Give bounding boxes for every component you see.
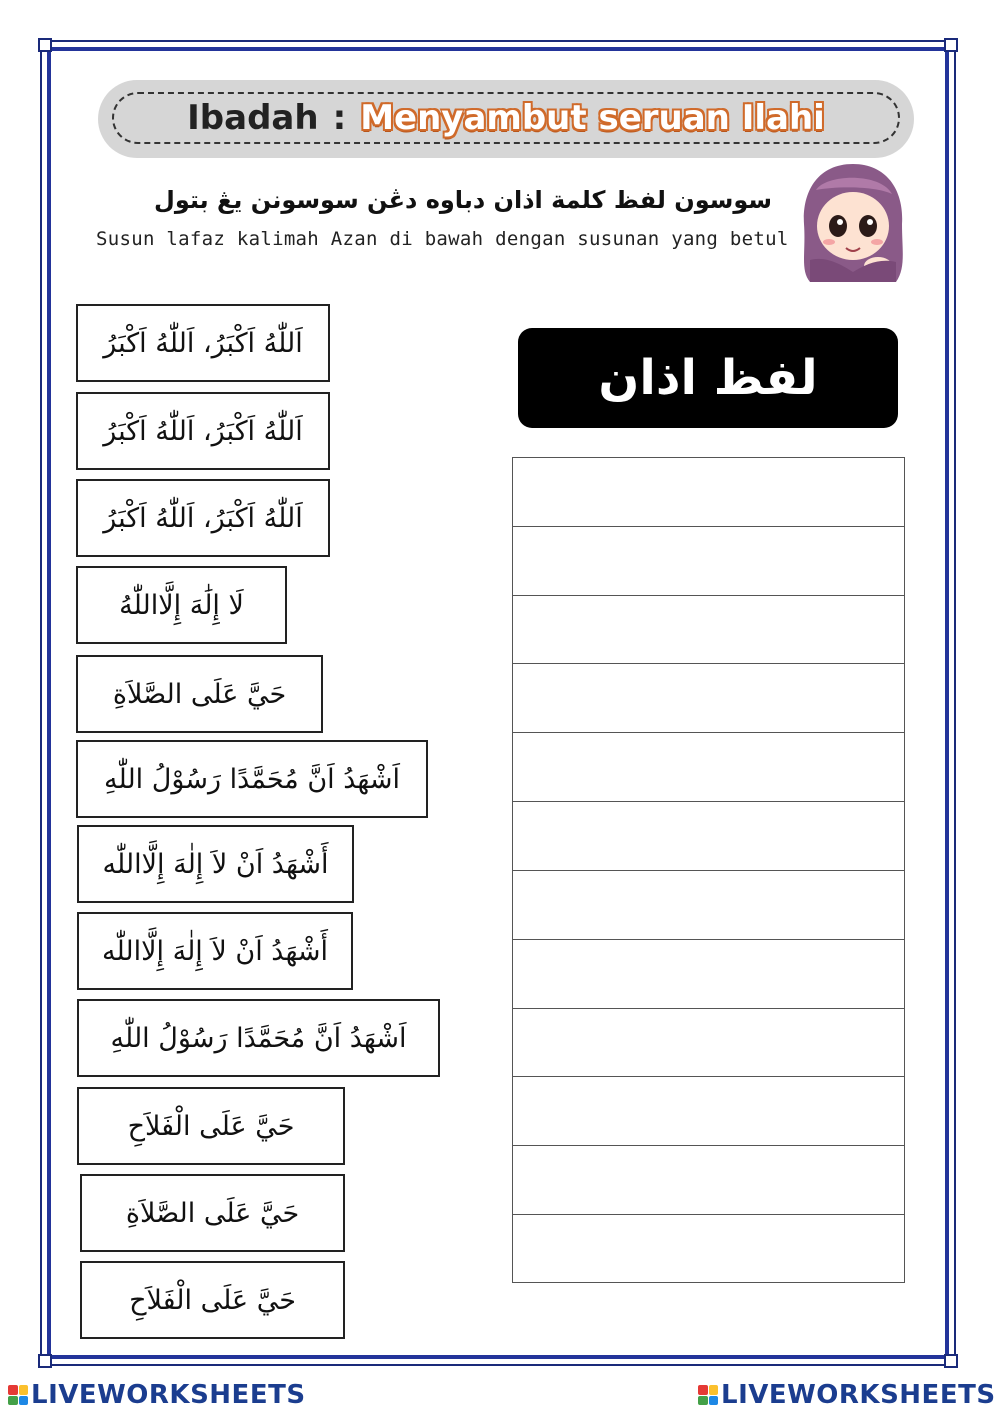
title-sub: Menyambut seruan Ilahi xyxy=(360,98,825,138)
phrase-card[interactable]: اَشْهَدُ اَنَّ مُحَمَّدًا رَسُوْلُ اللّٰهِ xyxy=(76,740,428,818)
phrase-card[interactable]: حَيَّ عَلَى الْفَلاَحِ xyxy=(77,1087,345,1165)
answer-slot[interactable] xyxy=(513,940,904,1009)
instruction-rumi: Susun lafaz kalimah Azan di bawah dengan susunan yang betul xyxy=(96,228,789,250)
border-corner xyxy=(38,38,52,52)
phrase-card[interactable]: اَللّٰهُ اَكْبَرُ، اَللّٰهُ اَكْبَرُ xyxy=(76,304,330,382)
answer-slot[interactable] xyxy=(513,802,904,871)
answer-slot[interactable] xyxy=(513,1078,904,1147)
hijab-girl-avatar-icon xyxy=(796,160,910,286)
adzan-heading: لفظ اذان xyxy=(518,328,898,428)
liveworksheets-logo-icon xyxy=(8,1385,28,1405)
phrase-card[interactable]: اَللّٰهُ اَكْبَرُ، اَللّٰهُ اَكْبَرُ xyxy=(76,479,330,557)
liveworksheets-logo-icon xyxy=(698,1385,718,1405)
phrase-card[interactable]: اَشْهَدُ اَنَّ مُحَمَّدًا رَسُوْلُ اللّٰهِ xyxy=(77,999,440,1077)
border-corner xyxy=(944,38,958,52)
phrase-card[interactable]: أَشْهَدُ اَنْ لاَ إِلٰهَ إِلَّااللّٰه xyxy=(77,825,354,903)
border-corner xyxy=(944,1354,958,1368)
title-separator: : xyxy=(332,98,347,138)
answer-slot[interactable] xyxy=(513,1146,904,1215)
answer-slot[interactable] xyxy=(513,1009,904,1078)
phrase-card[interactable]: أَشْهَدُ اَنْ لاَ إِلٰهَ إِلَّااللّٰه xyxy=(77,912,353,990)
title-main: Ibadah xyxy=(187,98,319,138)
footer-logo-right xyxy=(698,1380,996,1410)
footer-brand-right: LIVEWORKSHEETS xyxy=(721,1380,996,1410)
phrase-card[interactable]: اَللّٰهُ اَكْبَرُ، اَللّٰهُ اَكْبَرُ xyxy=(76,392,330,470)
phrase-card[interactable]: حَيَّ عَلَى الصَّلاَةِ xyxy=(80,1174,345,1252)
answer-slot[interactable] xyxy=(513,596,904,665)
answer-slot[interactable] xyxy=(513,665,904,734)
answer-slot[interactable] xyxy=(513,1215,904,1284)
phrase-card[interactable]: حَيَّ عَلَى الصَّلاَةِ xyxy=(76,655,323,733)
answer-slot[interactable] xyxy=(513,527,904,596)
answer-slot[interactable] xyxy=(513,733,904,802)
answer-slots xyxy=(512,457,905,1283)
phrase-card[interactable]: لَا إِلَٰهَ إِلَّااللّٰهُ xyxy=(76,566,287,644)
page-title xyxy=(112,92,900,144)
footer-brand-left: LIVEWORKSHEETS xyxy=(31,1380,306,1410)
phrase-card[interactable]: حَيَّ عَلَى الْفَلاَحِ xyxy=(80,1261,345,1339)
instruction-jawi: سوسون لفظ كلمة اذان دباوه دڠن سوسونن يڠ بتول xyxy=(154,186,772,214)
answer-slot[interactable] xyxy=(513,458,904,527)
answer-slot[interactable] xyxy=(513,871,904,940)
footer-logo-left xyxy=(8,1380,306,1410)
border-corner xyxy=(38,1354,52,1368)
